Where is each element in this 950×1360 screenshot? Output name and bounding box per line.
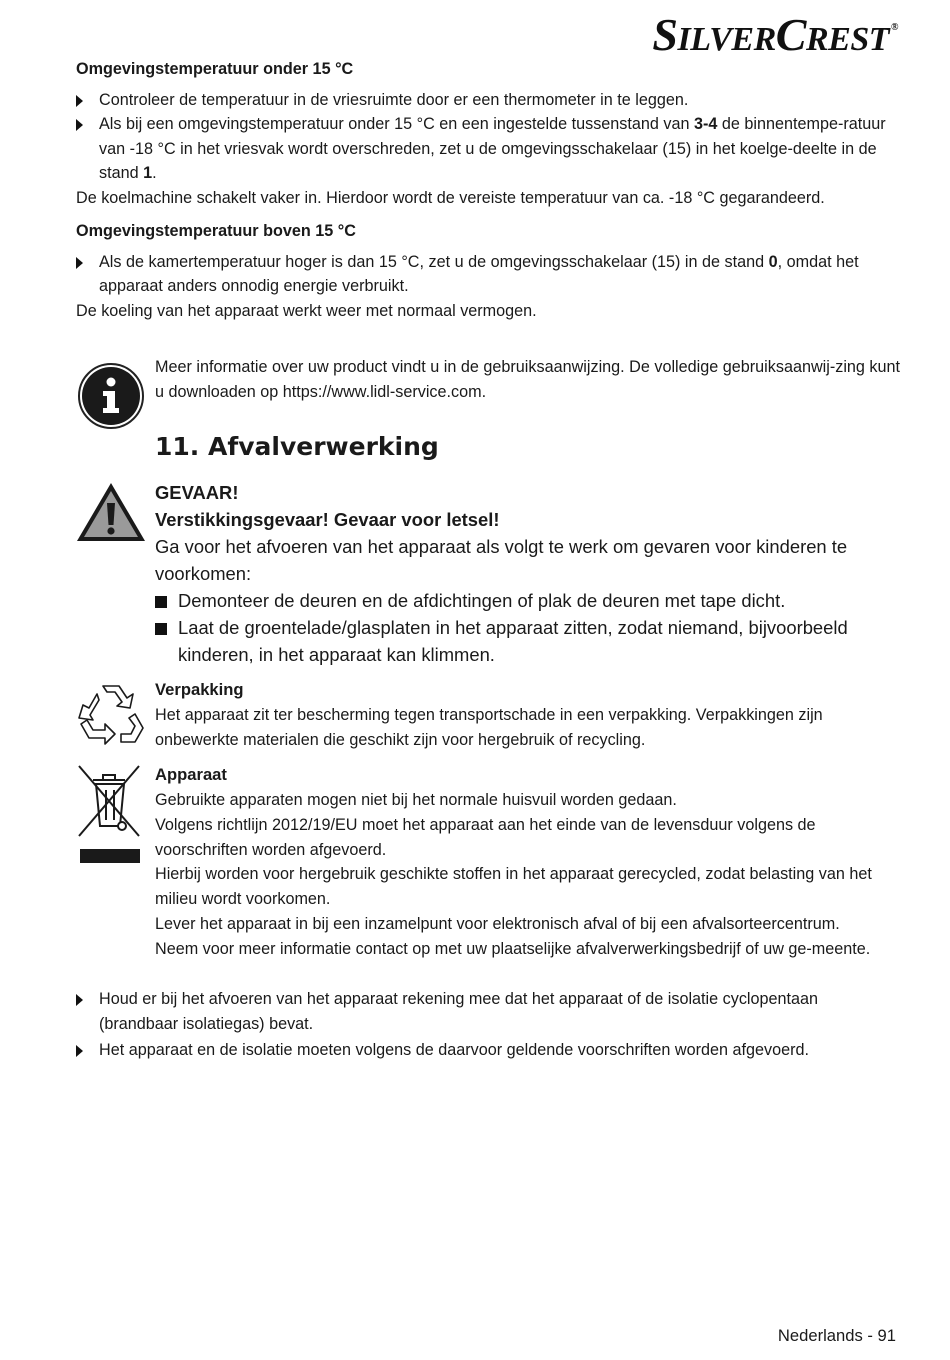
page-footer: Nederlands - 91 (777, 1326, 896, 1345)
danger-subtitle: Verstikkingsgevaar! Gevaar voor letsel! (155, 509, 500, 530)
list-item: Als bij een omgevingstemperatuur onder 15 °C en een ingestelde tussenstand van 3-4 de binnentempe-ratuur van -18 °C in het vriesvak wordt overschreden, zet u de omgevingsschakelaar (15) in het koelge-deelte in de stand 1. (76, 112, 896, 186)
bullet-arrow-icon (76, 994, 83, 1006)
info-icon (77, 362, 145, 430)
info-text: Meer informatie over uw product vindt u in de gebruiksaanwijzing. De volledige gebruiksaanwij-zing kunt u downloaden op https://www.lidl-service.com. (155, 358, 901, 401)
note-temp-above: De koeling van het apparaat werkt weer met normaal vermogen. (76, 301, 537, 320)
packaging-block (155, 677, 900, 753)
device-block (155, 762, 900, 962)
heading-temp-below: Omgevingstemperatuur onder 15 °C (76, 60, 354, 78)
warning-icon (75, 481, 147, 543)
danger-label: GEVAAR! (155, 482, 239, 503)
bullet-arrow-icon (76, 257, 83, 269)
bullet-square-icon (155, 623, 167, 635)
device-paragraph: Neem voor meer informatie contact op met uw plaatselijke afvalverwerkingsbedrijf of uw ge-meente. (155, 939, 871, 958)
device-paragraph: Lever het apparaat in bij een inzamelpunt voor elektronisch afval of bij een afvalsorteercentrum. (155, 914, 840, 933)
device-heading: Apparaat (155, 765, 227, 784)
bullet-square-icon (155, 596, 167, 608)
danger-text: Ga voor het afvoeren van het apparaat als volgt te werk om gevaren voor kinderen te voorkomen: (155, 536, 848, 584)
bullet-arrow-icon (76, 1045, 83, 1057)
list-item: Demonteer de deuren en de afdichtingen of plak de deuren met tape dicht. (155, 587, 900, 614)
list-item: Als de kamertemperatuur hoger is dan 15 °C, zet u de omgevingsschakelaar (15) in de stand 0, omdat het apparaat anders onnodig energie verbruikt. (76, 250, 896, 299)
danger-block (155, 479, 900, 668)
device-paragraph: Gebruikte apparaten mogen niet bij het normale huisvuil worden gedaan. (155, 791, 677, 809)
packaging-text: Het apparaat zit ter bescherming tegen transportschade in een verpakking. Verpakkingen zijn onbewerkte materialen die geschikt zijn voor hergebruik of recycling. (155, 706, 823, 749)
device-paragraph: Hierbij worden voor hergebruik geschikte stoffen in het apparaat gerecycled, zodat belasting van het milieu wordt voorkomen. (155, 865, 872, 909)
list-item: Controleer de temperatuur in de vriesruimte door er een thermometer in te leggen. (76, 88, 896, 113)
final-bullets (76, 987, 896, 1063)
heading-temp-above: Omgevingstemperatuur boven 15 °C (76, 222, 356, 240)
section-title: 11. Afvalverwerking (155, 432, 439, 461)
list-item: Het apparaat en de isolatie moeten volgens de daarvoor geldende voorschriften worden afgevoerd. (76, 1038, 896, 1063)
section-temp-below (76, 57, 896, 210)
brand-logo: SILVERCREST ® (652, 9, 898, 60)
note-temp-below: De koelmachine schakelt vaker in. Hierdoor wordt de vereiste temperatuur van ca. -18 °C gegarandeerd. (76, 188, 825, 207)
recycle-icon (75, 682, 147, 748)
bullet-arrow-icon (76, 119, 83, 131)
crossed-bin-icon (75, 764, 143, 866)
section-temp-above (76, 219, 896, 323)
list-item: Laat de groentelade/glasplaten in het apparaat zitten, zodat niemand, bijvoorbeeld kinderen, in het apparaat kan klimmen. (155, 614, 900, 668)
list-item: Houd er bij het afvoeren van het apparaat rekening mee dat het apparaat of de isolatie cyclopentaan (brandbaar isolatiegas) bevat. (76, 987, 896, 1036)
device-paragraph: Volgens richtlijn 2012/19/EU moet het apparaat aan het einde van de levensduur volgens de voorschriften worden afgevoerd. (155, 815, 816, 859)
packaging-heading: Verpakking (155, 680, 244, 699)
bullet-arrow-icon (76, 95, 83, 107)
